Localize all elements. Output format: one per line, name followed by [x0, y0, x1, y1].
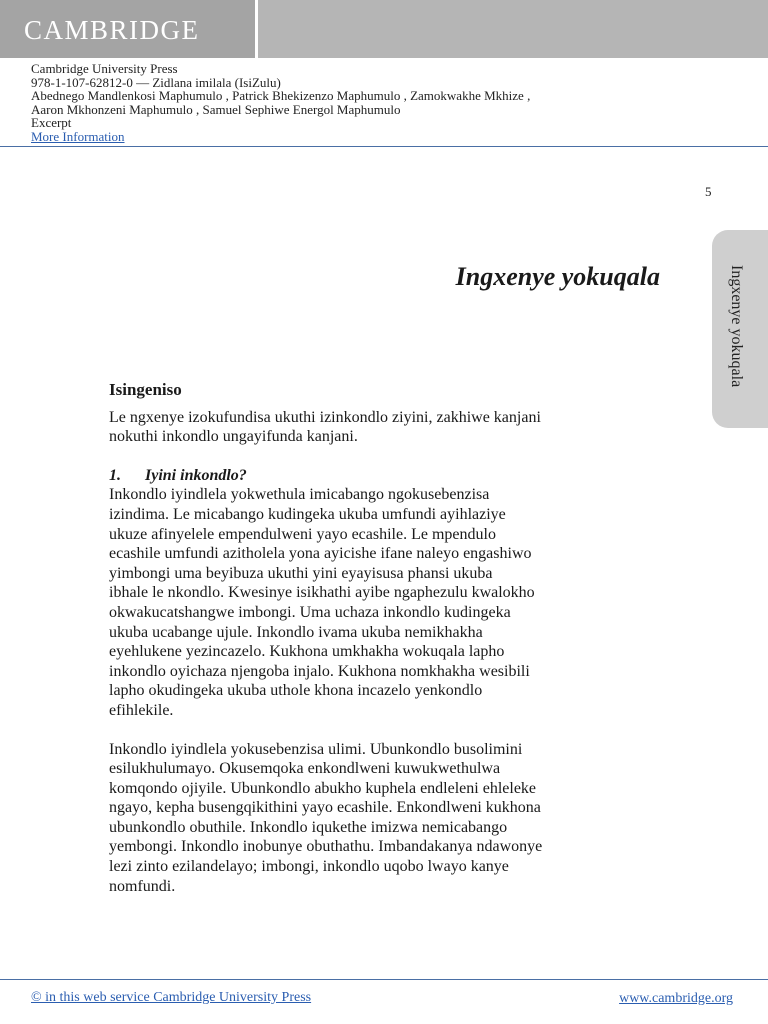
more-information-link[interactable]: More Information: [31, 128, 125, 144]
section-heading: Isingeniso: [109, 380, 182, 399]
subsection-number: 1.: [109, 466, 121, 484]
text-line: komqondo ojiyile. Ubunkondlo abukho kuphela endleleni ehleleke: [109, 779, 537, 797]
logo-box[interactable]: [0, 0, 258, 58]
paragraph-1: [109, 485, 669, 720]
text-line: ngayo, kepha busengqikithini yayo ecashile. Enkondlweni kukhona: [109, 799, 541, 817]
excerpt-label: Excerpt: [31, 115, 72, 130]
text-line: lapho okudingeka ukuba uthole khona incazelo yenkondlo: [109, 682, 483, 700]
text-line: yembongi. Inkondlo inobunye obuthathu. Imbandakanya ndawonye: [109, 838, 543, 856]
subsection-title: Iyini inkondlo?: [145, 466, 247, 484]
text-line: esilukhulumayo. Okusemqoka enkondlweni kuwukwethulwa: [109, 760, 501, 778]
text-line: lezi zinto ezilandelayo; imbongi, inkondlo uqobo lwayo kanye: [109, 858, 509, 876]
authors-line-2: Aaron Mkhonzeni Maphumulo , Samuel Sephiwe Energol Maphumulo: [31, 101, 401, 117]
text-line: Inkondlo iyindlela yokwethula imicabango ngokusebenzisa: [109, 486, 490, 504]
text-line: yimbongi uma beyibuza ukuthi yini eyayisusa phansi ukuba: [109, 564, 493, 582]
text-line: Inkondlo iyindlela yokusebenzisa ulimi. Ubunkondlo busolimini: [109, 740, 523, 758]
header-divider: [0, 146, 768, 147]
page-number: 5: [705, 184, 712, 199]
text-line: efihlekile.: [109, 701, 174, 719]
text-line: nomfundi.: [109, 877, 176, 895]
intro-paragraph: [109, 408, 669, 447]
text-line: nokuthi inkondlo ungayifunda kanjani.: [109, 428, 358, 446]
text-line: izindima. Le micabango kudingeka ukuba umfundi ayihlaziye: [109, 505, 506, 523]
paragraph-2: [109, 740, 669, 897]
side-tab-label: Ingxenye yokuqala: [728, 265, 745, 388]
publisher-name: Cambridge University Press: [31, 61, 178, 76]
text-line: inkondlo oyichaza njengoba injalo. Kukhona nomkhakha wesibili: [109, 662, 530, 680]
subsection-heading: [109, 466, 669, 486]
chapter-title: Ingxenye yokuqala: [455, 262, 660, 291]
authors-line-1: Abednego Mandlenkosi Maphumulo , Patrick Bhekizenzo Maphumulo , Zamokwakhe Mkhize ,: [31, 88, 531, 103]
book-metadata: [31, 62, 751, 143]
text-line: ukuze afinyelele empendulweni yayo ecashile. Le mpendulo: [109, 525, 496, 543]
text-line: ukuba ucabange ujule. Inkondlo ivama ukuba nemikhakha: [109, 623, 483, 641]
cambridge-website-link[interactable]: www.cambridge.org: [619, 991, 733, 1006]
text-line: ubunkondlo obuthile. Inkondlo iqukethe imizwa nemicabango: [109, 818, 508, 836]
main-content: [109, 380, 669, 896]
top-banner: [0, 0, 768, 58]
footer-divider: [0, 979, 768, 980]
text-line: Le ngxenye izokufundisa ukuthi izinkondlo ziyini, zakhiwe kanjani: [109, 408, 541, 426]
copyright-link[interactable]: © in this web service Cambridge University Press: [31, 990, 312, 1005]
text-line: eyehlukene yezincazelo. Kukhona umkhakha wokuqala lapho: [109, 643, 505, 661]
text-line: okwakucatshangwe imbongi. Uma uchaza inkondlo kudingeka: [109, 603, 511, 621]
isbn-title: 978-1-107-62812-0 — Zidlana imilala (IsiZulu): [31, 74, 281, 90]
cambridge-logo: CAMBRIDGE: [24, 15, 200, 45]
text-line: ibhale le nkondlo. Kwesinye isikhathi ayibe ngaphezulu kwalokho: [109, 584, 535, 602]
text-line: ecashile umfundi azitholela yona ayicishe ifane naleyo engashiwo: [109, 545, 532, 563]
